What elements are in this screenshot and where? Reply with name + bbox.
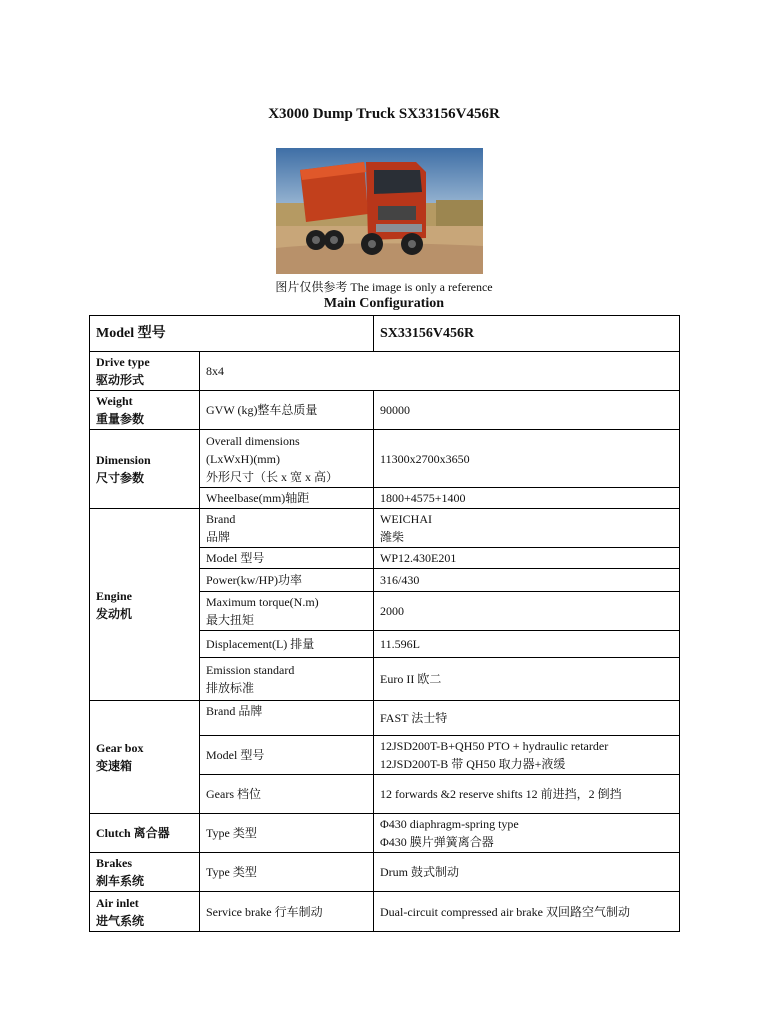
table-row <box>90 701 680 736</box>
header-model-value: SX33156V456R <box>374 316 680 352</box>
engine-displacement-value: 11.596L <box>374 631 680 658</box>
engine-torque-param: Maximum torque(N.m) 最大扭矩 <box>200 592 374 631</box>
engine-emission-param: Emission standard 排放标准 <box>200 658 374 701</box>
image-caption: 图片仅供参考 The image is only a reference <box>275 280 493 294</box>
header-model-label: Model 型号 <box>90 316 374 352</box>
table-row <box>90 814 680 853</box>
table-row <box>90 391 680 430</box>
engine-emission-value: Euro II 欧二 <box>374 658 680 701</box>
gvw-param: GVW (kg)整车总质量 <box>200 391 374 430</box>
table-row <box>90 892 680 932</box>
gvw-value: 90000 <box>374 391 680 430</box>
brakes-type-param: Type 类型 <box>200 853 374 892</box>
gearbox-label: Gear box 变速箱 <box>90 701 200 814</box>
spec-table <box>89 315 680 932</box>
engine-model-param: Model 型号 <box>200 548 374 569</box>
table-row <box>90 509 680 548</box>
dump-truck-image <box>276 148 483 274</box>
overall-dimensions-value: 11300x2700x3650 <box>374 430 680 488</box>
brakes-label: Brakes 刹车系统 <box>90 853 200 892</box>
air-inlet-label: Air inlet 进气系统 <box>90 892 200 932</box>
engine-power-param: Power(kw/HP)功率 <box>200 569 374 592</box>
engine-displacement-param: Displacement(L) 排量 <box>200 631 374 658</box>
overall-dimensions-param: Overall dimensions (LxWxH)(mm) 外形尺寸（长 x 宽 x 高） <box>200 430 374 488</box>
gearbox-model-param: Model 型号 <box>200 736 374 775</box>
engine-label: Engine 发动机 <box>90 509 200 701</box>
clutch-type-param: Type 类型 <box>200 814 374 853</box>
gearbox-gears-value: 12 forwards &2 reserve shifts 12 前进挡，2 倒挡 <box>374 775 680 814</box>
weight-label: Weight 重量参数 <box>90 391 200 430</box>
clutch-type-value: Φ430 diaphragm-spring type Φ430 膜片弹簧离合器 <box>374 814 680 853</box>
table-row <box>90 352 680 391</box>
engine-power-value: 316/430 <box>374 569 680 592</box>
table-row <box>90 853 680 892</box>
clutch-label: Clutch 离合器 <box>90 814 200 853</box>
engine-brand-param: Brand 品牌 <box>200 509 374 548</box>
truck-photo <box>276 148 483 274</box>
drive-type-value: 8x4 <box>200 352 680 391</box>
engine-model-value: WP12.430E201 <box>374 548 680 569</box>
gearbox-model-value: 12JSD200T-B+QH50 PTO + hydraulic retarder 12JSD200T-B 带 QH50 取力器+液缓 <box>374 736 680 775</box>
engine-torque-value: 2000 <box>374 592 680 631</box>
wheelbase-value: 1800+4575+1400 <box>374 488 680 509</box>
gearbox-gears-param: Gears 档位 <box>200 775 374 814</box>
table-row <box>90 316 680 352</box>
gearbox-brand-value: FAST 法士特 <box>374 701 680 736</box>
brakes-type-value: Drum 鼓式制动 <box>374 853 680 892</box>
drive-type-label: Drive type 驱动形式 <box>90 352 200 391</box>
table-row <box>90 430 680 488</box>
dimension-label: Dimension 尺寸参数 <box>90 430 200 509</box>
wheelbase-param: Wheelbase(mm)轴距 <box>200 488 374 509</box>
document-title: X3000 Dump Truck SX33156V456R <box>268 106 500 122</box>
section-title: Main Configuration <box>323 296 445 311</box>
service-brake-value: Dual-circuit compressed air brake 双回路空气制动 <box>374 892 680 932</box>
gearbox-brand-param: Brand 品牌 <box>200 701 374 736</box>
service-brake-param: Service brake 行车制动 <box>200 892 374 932</box>
engine-brand-value: WEICHAI 潍柴 <box>374 509 680 548</box>
